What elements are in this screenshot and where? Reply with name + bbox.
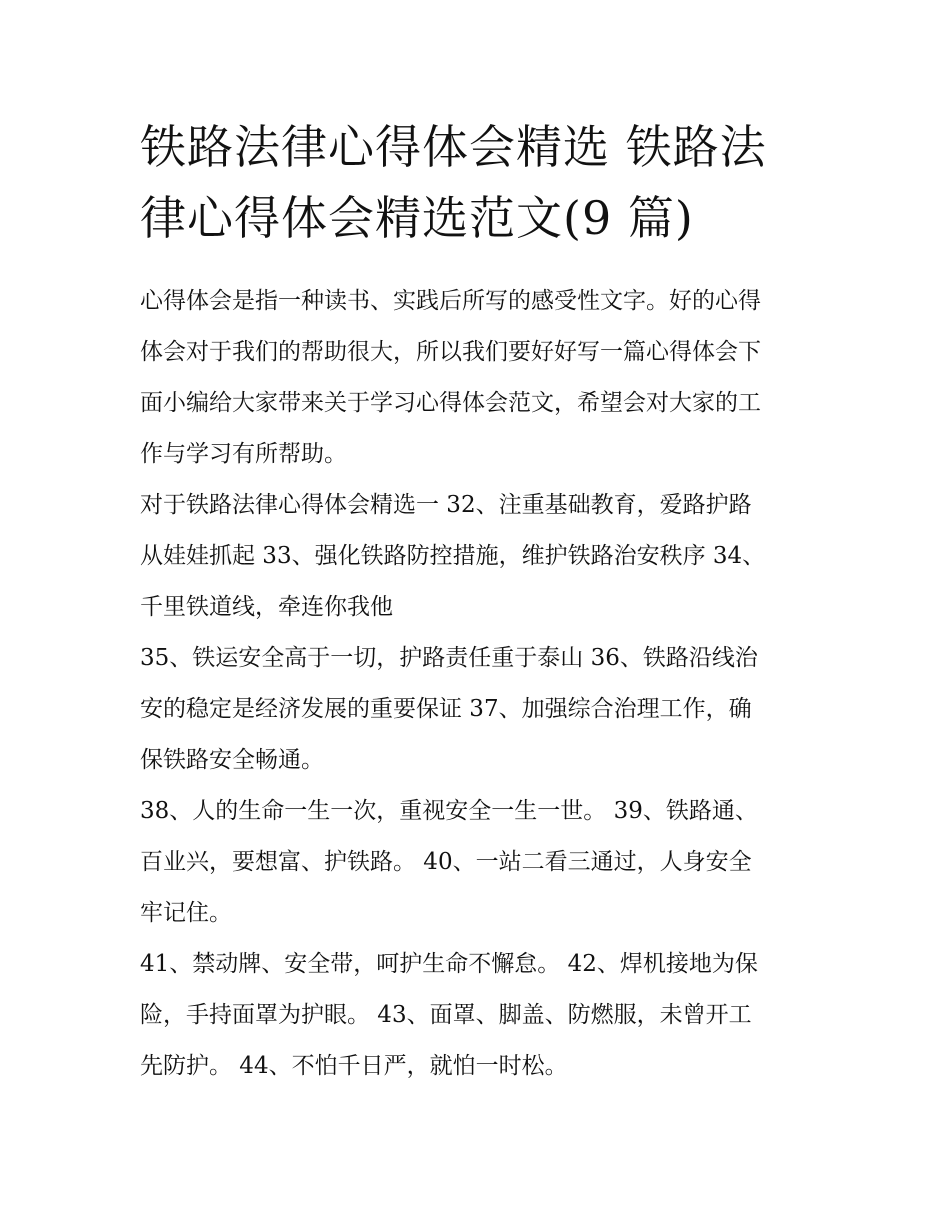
text-line: 先防护。 44、不怕千日严，就怕一时松。	[140, 1053, 568, 1079]
text-line: 35、铁运安全高于一切，护路责任重于泰山 36、铁路沿线治	[140, 645, 758, 671]
document-body	[140, 276, 820, 1092]
text-line: 百业兴，要想富、护铁路。 40、一站二看三通过，人身安全	[140, 849, 752, 875]
text-line: 牢记住。	[140, 900, 232, 926]
text-line: 面小编给大家带来关于学习心得体会范文，希望会对大家的工	[140, 390, 761, 416]
text-line: 千里铁道线，牵连你我他	[140, 594, 393, 620]
text-line: 38、人的生命一生一次，重视安全一生一世。 39、铁路通、	[140, 798, 758, 824]
text-line: 险，手持面罩为护眼。 43、面罩、脚盖、防燃服，未曾开工	[140, 1002, 752, 1028]
title-line: 铁路法律心得体会精选 铁路法	[140, 120, 767, 174]
intro-paragraph	[140, 276, 820, 480]
body-paragraph	[140, 480, 820, 633]
text-line: 41、禁动牌、安全带，呵护生命不懈怠。 42、焊机接地为保	[140, 951, 758, 977]
text-line: 体会对于我们的帮助很大，所以我们要好好写一篇心得体会下	[140, 339, 761, 365]
text-line: 保铁路安全畅通。	[140, 747, 324, 773]
document-title	[140, 112, 820, 254]
title-line: 律心得体会精选范文(9 篇)	[140, 191, 694, 245]
text-line: 作与学习有所帮助。	[140, 441, 347, 467]
body-paragraph	[140, 786, 820, 939]
text-line: 安的稳定是经济发展的重要保证 37、加强综合治理工作，确	[140, 696, 752, 722]
body-paragraph	[140, 633, 820, 786]
text-line: 对于铁路法律心得体会精选一 32、注重基础教育，爱路护路	[140, 492, 752, 518]
text-line: 心得体会是指一种读书、实践后所写的感受性文字。好的心得	[140, 288, 761, 314]
text-line: 从娃娃抓起 33、强化铁路防控措施，维护铁路治安秩序 34、	[140, 543, 766, 569]
body-paragraph	[140, 939, 820, 1092]
